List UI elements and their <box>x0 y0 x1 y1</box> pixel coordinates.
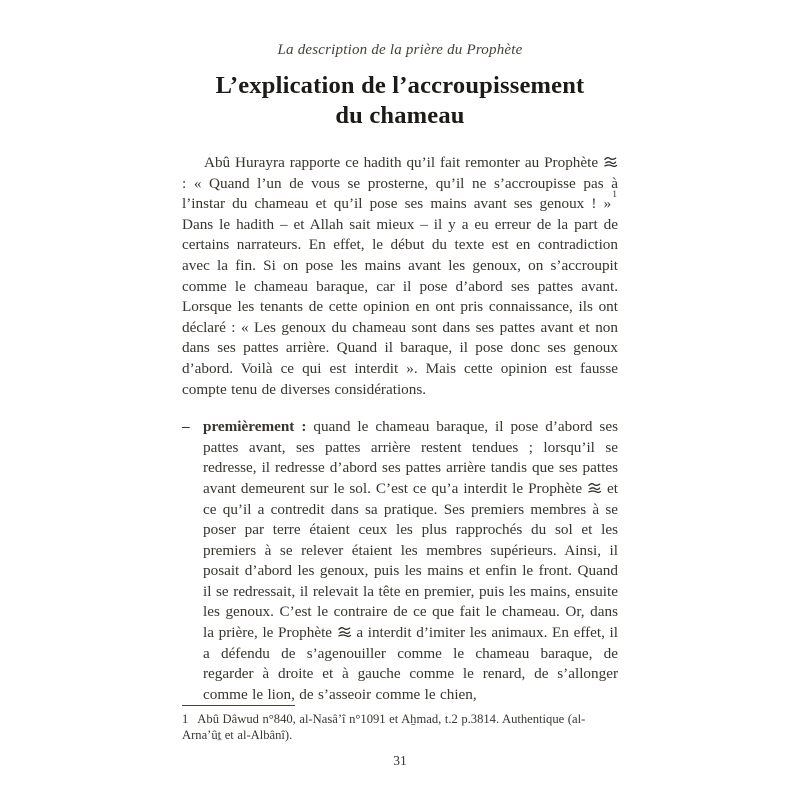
footnote-marker: 1 <box>182 712 189 727</box>
list <box>182 417 618 705</box>
list-item-text-1: quand le chameau baraque, il pose d’abord ses pattes avant, ses pattes arrière restent tendues ; lorsqu’il se redresse, il redresse d’abord ses pattes arrière tandis que ses pattes avant demeurent sur le sol. C’est ce qu’a interdit le Prophète <box>203 418 618 497</box>
footnote <box>182 712 618 744</box>
list-item-text-3: a interdit d’imiter les animaux. En effet, il a défendu de s’agenouiller comme le chameau baraque, de regarder à droite et à gauche comme le renard, de s’allonger comme le lion, de s’asseoir comme le chien, <box>203 624 618 703</box>
footnote-rule <box>182 705 295 706</box>
body-paragraph <box>182 153 618 400</box>
paragraph-text-3: Dans le hadith – et Allah sait mieux – il y a eu erreur de la part de certains narrateurs. En effet, le début du texte est en contradiction avec la fin. Si on pose les mains avant les genoux, on s’accroupit comme le chameau baraque, car il pose d’abord ses pattes avant. Lorsque les tenants de cette opinion en ont pris connaissance, ils ont déclaré : « Les genoux du chameau sont dans ses pattes avant et non dans ses pattes arrière. Quand il baraque, il pose donc ses genoux d’abord. Voilà ce qui est interdit ». Mais cette opinion est fausse compte tenu de diverses considérations. <box>182 215 618 398</box>
list-dash: – <box>182 418 190 436</box>
footnote-ref: 1 <box>612 190 617 201</box>
page-content <box>182 153 618 705</box>
footnote-text: Abû Dâwud n°840, al-Nasâ’î n°1091 et Aẖmad, t.2 p.3814. Authentique (al-Arna’ûṯ et al-Albânî). <box>182 712 586 743</box>
paragraph-text-1: Abû Hurayra rapporte ce hadith qu’il fait remonter au Prophète <box>204 154 603 171</box>
prophet-honorific-icon <box>337 626 352 638</box>
footnote-section <box>182 705 618 744</box>
prophet-honorific-icon <box>587 482 602 494</box>
chapter-title <box>0 71 800 131</box>
paragraph-text-2: : « Quand l’un de vous se prosterne, qu’il ne s’accroupisse pas à l’instar du chameau et qu’il pose ses mains avant ses genoux ! » <box>182 174 618 213</box>
chapter-title-line1: L’explication de l’accroupissement <box>215 72 585 99</box>
running-header: La description de la prière du Prophète <box>277 42 523 58</box>
prophet-honorific-icon <box>603 156 618 168</box>
list-item-premierement <box>182 417 618 705</box>
chapter-title-line2: du chameau <box>335 102 465 129</box>
list-item-label: premièrement : <box>203 418 307 436</box>
page-number: 31 <box>393 753 407 769</box>
list-item-text-2: et ce qu’il a contredit dans sa pratique. Ses premiers membres à se poser par terre étaient ceux les plus rapprochés du sol et les premiers à se relever étaient les membres supérieurs. Ainsi, il posait d’abord les genoux, puis les mains et enfin le front. Quand il se redressait, il relevait la tête en premier, puis les mains, ensuite les genoux. C’est le contraire de ce que fait le chameau. Or, dans la prière, le Prophète <box>203 479 618 642</box>
